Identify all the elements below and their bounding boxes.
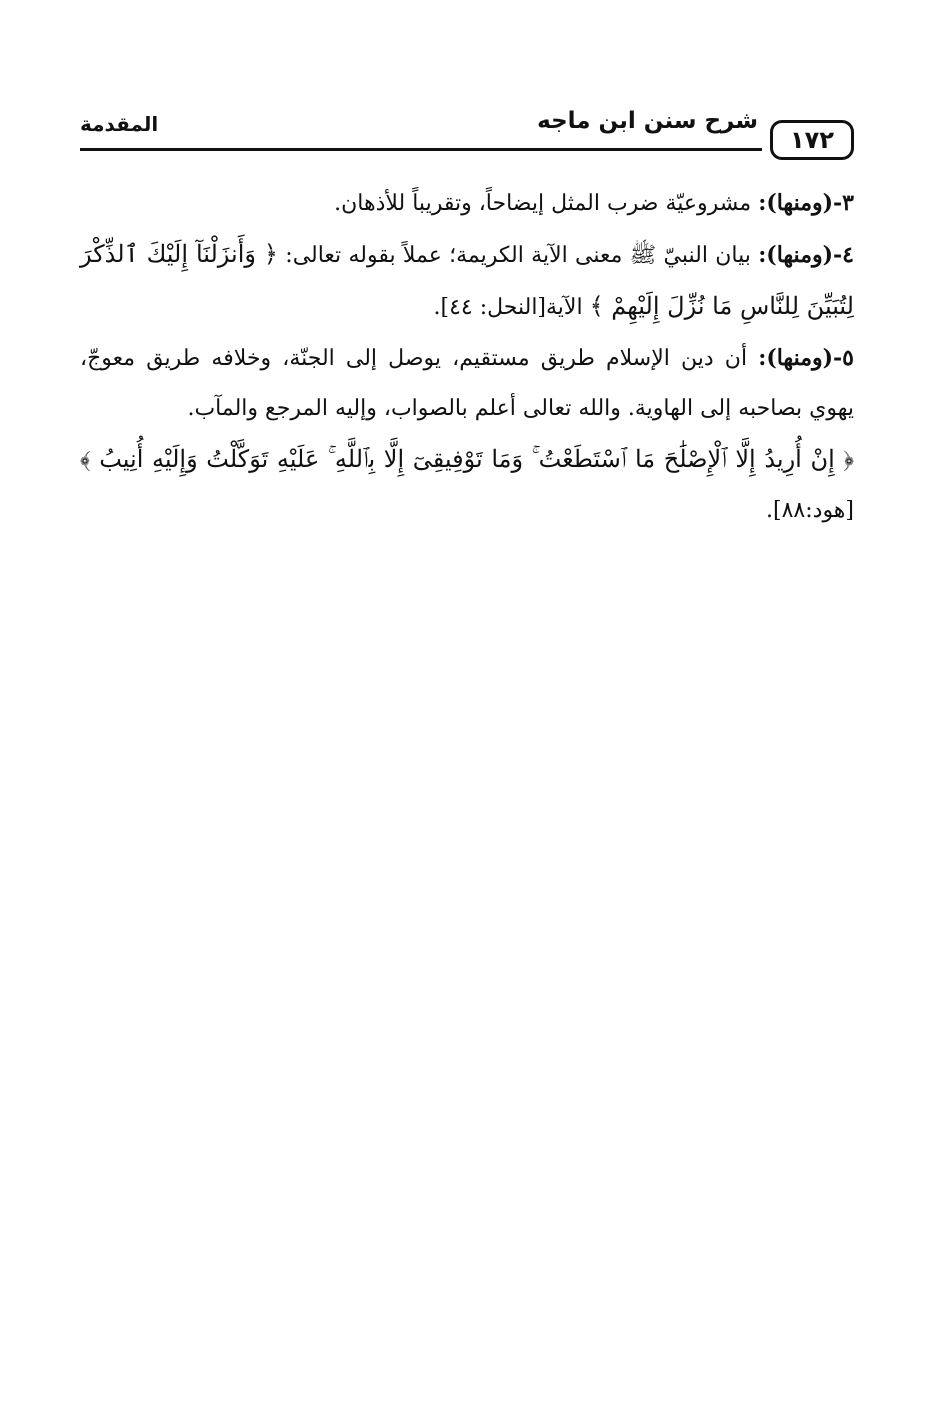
paragraph-3-text: مشروعيّة ضرب المثل إيضاحاً، وتقريباً للأذهان. bbox=[334, 191, 759, 216]
header-rule bbox=[80, 148, 762, 151]
book-title: شرح سنن ابن ماجه bbox=[537, 108, 758, 134]
section-title: المقدمة bbox=[80, 112, 159, 136]
quran-verse-nahl: ﴿ وَأَنزَلْنَآ إِلَيْكَ ٱلذِّكْرَ لِتُبَيِّنَ لِلنَّاسِ مَا نُزِّلَ إِلَيْهِمْ ﴾ bbox=[80, 240, 854, 320]
paragraph-3 bbox=[80, 178, 854, 229]
verse-reference-hud: [هود:٨٨]. bbox=[766, 498, 854, 523]
paragraph-4-text: بيان النبيّ ﷺ معنى الآية الكريمة؛ عملاً بقوله تعالى: bbox=[277, 243, 759, 268]
paragraph-4-lead: ٤-(ومنها): bbox=[758, 242, 854, 268]
closing-verse bbox=[80, 434, 854, 536]
paragraph-5 bbox=[80, 333, 854, 434]
paragraph-3-lead: ٣-(ومنها): bbox=[758, 190, 854, 216]
paragraph-5-lead: ٥-(ومنها): bbox=[758, 345, 854, 371]
verse-reference-nahl: الآية[النحل: ٤٤]. bbox=[433, 295, 590, 320]
quran-verse-hud: ﴿ إِنْ أُرِيدُ إِلَّا ٱلْإِصْلَٰحَ مَا ٱسْتَطَعْتُ ۚ وَمَا تَوْفِيقِىٓ إِلَّا بِٱللَّهِ ۚ عَلَيْهِ تَوَكَّلْتُ وَإِلَيْهِ أُنِيبُ ﴾ bbox=[80, 445, 854, 473]
paragraph-5-text: أن دين الإسلام طريق مستقيم، يوصل إلى الجنّة، وخلافه طريق معوجّ، يهوي بصاحبه إلى الهاوية. والله تعالى أعلم بالصواب، وإليه المرجع والمآب. bbox=[80, 346, 854, 421]
page-header bbox=[80, 104, 854, 162]
page-number: ١٧٢ bbox=[770, 120, 854, 160]
body-text bbox=[80, 178, 854, 536]
paragraph-4 bbox=[80, 229, 854, 333]
